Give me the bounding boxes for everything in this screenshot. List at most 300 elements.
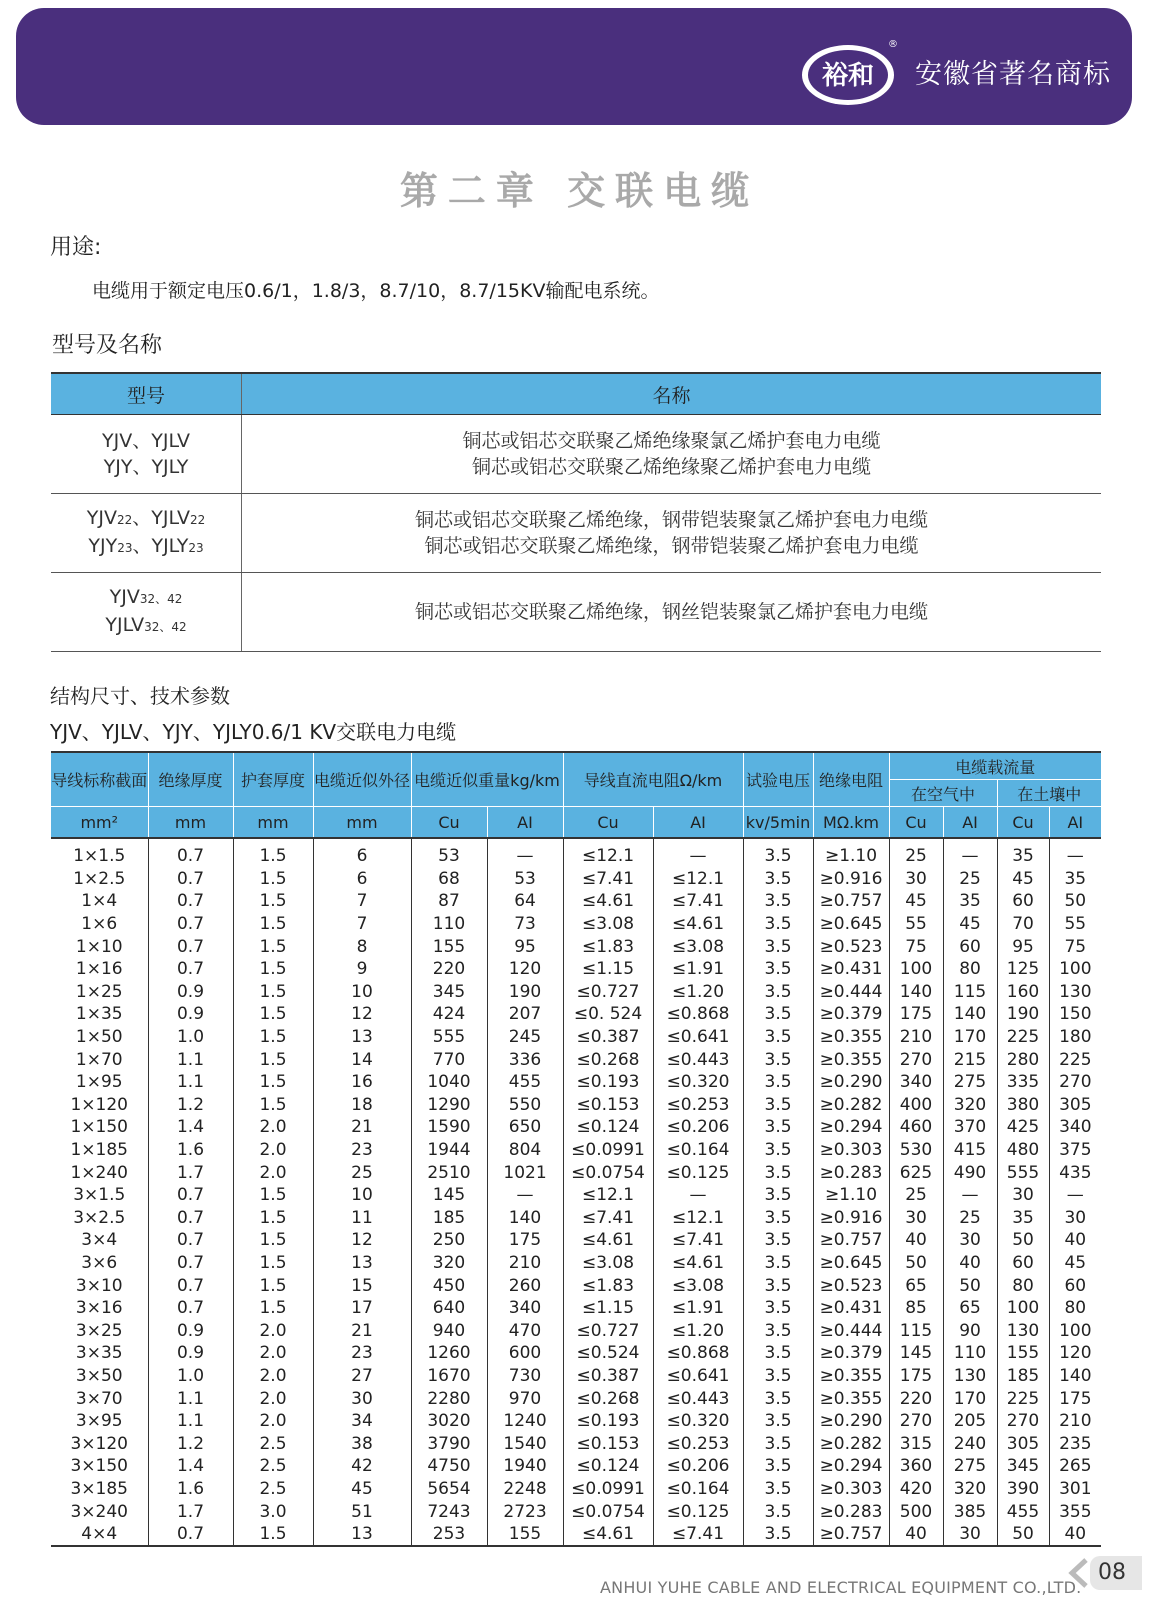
table-cell: 185 — [411, 1207, 487, 1230]
table-cell: 3×6 — [51, 1252, 148, 1275]
table-cell: 3.5 — [743, 1207, 813, 1230]
table-cell: 100 — [1059, 959, 1092, 980]
table-row — [51, 868, 1101, 891]
table-cell: 130 — [1059, 981, 1092, 1002]
table-cell: 265 — [1059, 1456, 1092, 1477]
table-cell: 180 — [1059, 1027, 1092, 1048]
table-cell: 185 — [997, 1365, 1049, 1388]
table-cell: ≥0.379 — [813, 1003, 889, 1026]
table-cell: 1.5 — [233, 1523, 313, 1547]
table-cell: 275 — [943, 1455, 997, 1478]
table-cell: 190 — [487, 981, 563, 1004]
table-cell: 240 — [943, 1432, 997, 1455]
table-cell: 60 — [1064, 1275, 1087, 1296]
table-cell: 30 — [1064, 1207, 1087, 1228]
table-row — [51, 1048, 1101, 1071]
table-cell: 140 — [487, 1207, 563, 1230]
table-cell: 0.7 — [148, 1252, 233, 1275]
table-cell: 1.5 — [233, 1252, 313, 1275]
table-cell: 0.9 — [148, 981, 233, 1004]
table-cell: 1.6 — [148, 1139, 233, 1162]
table-cell: 3.0 — [233, 1500, 313, 1523]
table-cell: 3.5 — [743, 981, 813, 1004]
table-cell: 170 — [943, 1026, 997, 1049]
table-cell: 120 — [1059, 1343, 1092, 1364]
table-cell: 68 — [411, 868, 487, 891]
table-cell: 1540 — [487, 1432, 563, 1455]
table-cell: ≤0.125 — [653, 1500, 743, 1523]
table-cell: 1×150 — [51, 1116, 148, 1139]
table-cell: ≥1.10 — [813, 1184, 889, 1207]
col-section-unit: mm² — [51, 807, 148, 839]
table-cell: 335 — [997, 1071, 1049, 1094]
table-cell: 210 — [1059, 1411, 1092, 1432]
params-heading: 结构尺寸、技术参数 — [50, 684, 230, 708]
table-cell: 13 — [313, 1026, 411, 1049]
table-cell: 450 — [411, 1274, 487, 1297]
table-cell: ≤4.61 — [563, 890, 653, 913]
table-cell: ≥0.355 — [813, 1365, 889, 1388]
table-cell: ≤0.164 — [653, 1139, 743, 1162]
params-subheading: YJV、YJLV、YJY、YJLY0.6/1 KV交联电力电缆 — [50, 720, 457, 744]
table-cell: ≤4.61 — [653, 1252, 743, 1275]
table-cell: 1.6 — [148, 1478, 233, 1501]
table-cell: ≤0.320 — [653, 1071, 743, 1094]
table-cell: 555 — [411, 1026, 487, 1049]
table-cell: 420 — [889, 1478, 943, 1501]
table-row — [51, 1342, 1101, 1365]
table-cell: 1.5 — [233, 1207, 313, 1230]
table-cell: 3.5 — [743, 890, 813, 913]
table-row — [51, 890, 1101, 913]
table-cell: 50 — [889, 1252, 943, 1275]
table-cell: 345 — [411, 981, 487, 1004]
table-cell: 1.1 — [148, 1410, 233, 1433]
table-cell: ≤0.320 — [653, 1410, 743, 1433]
table-cell: 80 — [1064, 1298, 1087, 1319]
table-cell: ≤3.08 — [563, 913, 653, 936]
table-cell: ≥0.303 — [813, 1478, 889, 1501]
table-cell: ≥0.282 — [813, 1432, 889, 1455]
table-row — [51, 1139, 1101, 1162]
table-cell: 35 — [1064, 868, 1087, 889]
table-cell: ≤0.206 — [653, 1116, 743, 1139]
col-ir-unit: MΩ.km — [813, 807, 889, 839]
col-insulation-unit: mm — [148, 807, 233, 839]
table-cell: 115 — [943, 981, 997, 1004]
table-cell: 1×50 — [51, 1026, 148, 1049]
table-cell: 0.7 — [148, 913, 233, 936]
table-cell: 75 — [1064, 936, 1087, 957]
table-cell: 25 — [313, 1161, 411, 1184]
table-cell: 0.9 — [148, 1319, 233, 1342]
table-cell: 390 — [997, 1478, 1049, 1501]
table-cell: 2.0 — [233, 1387, 313, 1410]
table-cell: — — [653, 838, 743, 868]
table-cell: 1×25 — [51, 981, 148, 1004]
col-test-unit: kv/5min — [743, 807, 813, 839]
model-code: YJY、YJLY — [103, 456, 189, 478]
table-cell: 73 — [487, 913, 563, 936]
table-cell: ≤0.193 — [563, 1071, 653, 1094]
table-cell: — — [1066, 1185, 1084, 1206]
table-cell: 0.7 — [148, 838, 233, 868]
table-cell: 1.5 — [233, 935, 313, 958]
table-cell: 21 — [313, 1319, 411, 1342]
table-cell: ≤0.124 — [563, 1455, 653, 1478]
table-cell: ≤1.91 — [653, 958, 743, 981]
table-cell: 3×25 — [51, 1319, 148, 1342]
table-cell: ≥0.379 — [813, 1342, 889, 1365]
table-cell: 9 — [313, 958, 411, 981]
table-cell: 3790 — [411, 1432, 487, 1455]
table-cell: 355 — [1059, 1501, 1092, 1522]
table-row — [51, 1297, 1101, 1320]
table-cell: 155 — [997, 1342, 1049, 1365]
table-cell: 2248 — [487, 1478, 563, 1501]
table-cell: 170 — [943, 1387, 997, 1410]
table-cell: 190 — [997, 1003, 1049, 1026]
table-cell: 35 — [997, 838, 1049, 868]
table-cell: 13 — [313, 1252, 411, 1275]
table-cell: 21 — [313, 1116, 411, 1139]
table-cell: ≤0.641 — [653, 1365, 743, 1388]
model-name: 铜芯或铝芯交联聚乙烯绝缘聚乙烯护套电力电缆 — [471, 456, 871, 478]
table-cell: ≤0.387 — [563, 1365, 653, 1388]
table-cell: ≥0.757 — [813, 1523, 889, 1547]
table-cell: ≤0.125 — [653, 1161, 743, 1184]
table-cell: ≥1.10 — [813, 838, 889, 868]
table-cell: 23 — [313, 1342, 411, 1365]
table-cell: 225 — [1059, 1049, 1092, 1070]
table-cell: ≤1.15 — [563, 958, 653, 981]
table-cell: 1.1 — [148, 1048, 233, 1071]
table-cell: 320 — [411, 1252, 487, 1275]
table-cell: 455 — [487, 1071, 563, 1094]
table-cell: 205 — [943, 1410, 997, 1433]
table-cell: ≤0.524 — [563, 1342, 653, 1365]
table-cell: 120 — [487, 958, 563, 981]
table-cell: 460 — [889, 1116, 943, 1139]
table-cell: 23 — [313, 1139, 411, 1162]
table-cell: 2510 — [411, 1161, 487, 1184]
table-row — [51, 958, 1101, 981]
table-cell: 270 — [997, 1410, 1049, 1433]
table-cell: 245 — [487, 1026, 563, 1049]
table-cell: 3.5 — [743, 1297, 813, 1320]
table-cell: 336 — [487, 1048, 563, 1071]
table-cell: 140 — [943, 1003, 997, 1026]
table-cell: 87 — [411, 890, 487, 913]
table-cell: 50 — [1064, 891, 1087, 912]
table-cell: 125 — [997, 958, 1049, 981]
table-cell: 3.5 — [743, 1003, 813, 1026]
table-cell: ≤0.206 — [653, 1455, 743, 1478]
col-sheath-unit: mm — [233, 807, 313, 839]
table-cell: 45 — [889, 890, 943, 913]
table-row — [51, 1161, 1101, 1184]
table-cell: 18 — [313, 1094, 411, 1117]
table-cell: 3×35 — [51, 1342, 148, 1365]
table-cell: 14 — [313, 1048, 411, 1071]
table-cell: 15 — [313, 1274, 411, 1297]
table-row — [51, 1410, 1101, 1433]
table-cell: ≤0.868 — [653, 1003, 743, 1026]
table-cell: 490 — [943, 1161, 997, 1184]
usage-heading: 用途: — [50, 235, 102, 260]
table-cell: ≤1.15 — [563, 1297, 653, 1320]
table-cell: 1×35 — [51, 1003, 148, 1026]
table-cell: 27 — [313, 1365, 411, 1388]
table-cell: 1×120 — [51, 1094, 148, 1117]
table-cell: 207 — [487, 1003, 563, 1026]
table-cell: 55 — [889, 913, 943, 936]
table-cell: 100 — [889, 958, 943, 981]
table-cell: — — [943, 838, 997, 868]
table-cell: 1.4 — [148, 1455, 233, 1478]
table-cell: 360 — [889, 1455, 943, 1478]
table-cell: 3×2.5 — [51, 1207, 148, 1230]
table-cell: 3×16 — [51, 1297, 148, 1320]
table-cell: 175 — [889, 1365, 943, 1388]
table-cell: 0.7 — [148, 890, 233, 913]
col-soil: 在土壤中 — [997, 780, 1101, 807]
table-cell: 55 — [1064, 914, 1087, 935]
table-cell: 4750 — [411, 1455, 487, 1478]
table-cell: 25 — [889, 1184, 943, 1207]
table-cell: 1.5 — [233, 890, 313, 913]
table-cell: 1.5 — [233, 1003, 313, 1026]
table-cell: 1×185 — [51, 1139, 148, 1162]
table-cell: 3×240 — [51, 1500, 148, 1523]
table-cell: 175 — [1059, 1388, 1092, 1409]
table-cell: 51 — [313, 1500, 411, 1523]
table-cell: 25 — [889, 838, 943, 868]
table-cell: 53 — [411, 838, 487, 868]
table-cell: ≤0.268 — [563, 1387, 653, 1410]
table-cell: 1.5 — [233, 958, 313, 981]
table-cell: 280 — [997, 1048, 1049, 1071]
table-cell: 1.5 — [233, 1026, 313, 1049]
table-cell: ≥0.431 — [813, 1297, 889, 1320]
table-cell: 140 — [1059, 1365, 1092, 1386]
table-row — [51, 415, 1101, 494]
models-table — [51, 372, 1101, 652]
table-cell: ≥0.444 — [813, 1319, 889, 1342]
table-cell: 50 — [943, 1274, 997, 1297]
table-cell: ≤0.641 — [653, 1026, 743, 1049]
table-cell: 3×95 — [51, 1410, 148, 1433]
table-cell: 10 — [313, 981, 411, 1004]
table-cell: 250 — [411, 1229, 487, 1252]
col-weight-cu: Cu — [411, 807, 487, 839]
table-cell: 0.9 — [148, 1342, 233, 1365]
table-cell: 3.5 — [743, 913, 813, 936]
table-cell: ≤0.727 — [563, 1319, 653, 1342]
table-cell: 1×70 — [51, 1048, 148, 1071]
table-cell: ≤12.1 — [563, 1184, 653, 1207]
table-cell: 45 — [997, 868, 1049, 891]
table-cell: ≤0.0991 — [563, 1139, 653, 1162]
table-cell: 3.5 — [743, 1387, 813, 1410]
table-cell: 220 — [411, 958, 487, 981]
col-current: 电缆载流量 — [889, 752, 1101, 780]
table-cell: 155 — [487, 1523, 563, 1547]
table-cell: 50 — [997, 1229, 1049, 1252]
table-cell: 7243 — [411, 1500, 487, 1523]
params-table — [51, 751, 1101, 1547]
model-code: YJV、YJLV — [102, 430, 190, 452]
table-cell: 90 — [943, 1319, 997, 1342]
table-cell: 1290 — [411, 1094, 487, 1117]
table-cell: 970 — [487, 1387, 563, 1410]
table-cell: 3.5 — [743, 1342, 813, 1365]
table-cell: 3×4 — [51, 1229, 148, 1252]
table-cell: 1.1 — [148, 1071, 233, 1094]
logo-text: 裕和 — [821, 61, 875, 91]
table-cell: 2280 — [411, 1387, 487, 1410]
table-cell: 3×1.5 — [51, 1184, 148, 1207]
table-cell: 80 — [943, 958, 997, 981]
table-cell: 415 — [943, 1139, 997, 1162]
table-cell: ≤1.20 — [653, 1319, 743, 1342]
table-cell: 12 — [313, 1003, 411, 1026]
table-cell: 2.0 — [233, 1365, 313, 1388]
table-cell: 30 — [997, 1184, 1049, 1207]
table-cell: 370 — [943, 1116, 997, 1139]
table-cell: 155 — [411, 935, 487, 958]
table-cell: ≥0.290 — [813, 1071, 889, 1094]
table-cell: 3.5 — [743, 1410, 813, 1433]
table-cell: ≥0.355 — [813, 1026, 889, 1049]
table-cell: 3.5 — [743, 1274, 813, 1297]
table-cell: ≤0.443 — [653, 1048, 743, 1071]
table-cell: 340 — [889, 1071, 943, 1094]
table-cell: 175 — [889, 1003, 943, 1026]
table-cell: 1944 — [411, 1139, 487, 1162]
table-cell: 253 — [411, 1523, 487, 1547]
table-cell: 305 — [1059, 1094, 1092, 1115]
table-cell: 400 — [889, 1094, 943, 1117]
table-cell: 60 — [997, 890, 1049, 913]
table-cell: 3.5 — [743, 838, 813, 868]
table-cell: ≤0.387 — [563, 1026, 653, 1049]
table-cell: 1×240 — [51, 1161, 148, 1184]
table-cell: 0.9 — [148, 1003, 233, 1026]
table-cell: 1×16 — [51, 958, 148, 981]
table-cell: 3.5 — [743, 1523, 813, 1547]
table-cell: 60 — [943, 935, 997, 958]
table-cell: ≤12.1 — [653, 1207, 743, 1230]
table-row — [51, 1229, 1101, 1252]
table-cell: 160 — [997, 981, 1049, 1004]
table-cell: 35 — [997, 1207, 1049, 1230]
table-cell: 804 — [487, 1139, 563, 1162]
table-cell: ≤12.1 — [563, 838, 653, 868]
table-cell: ≤0. 524 — [563, 1003, 653, 1026]
table-row — [51, 1455, 1101, 1478]
table-cell: 30 — [943, 1523, 997, 1547]
table-cell: 40 — [1064, 1230, 1087, 1251]
table-cell: ≤3.08 — [653, 1274, 743, 1297]
model-code: YJLV32、42 — [105, 614, 187, 636]
table-cell: 3.5 — [743, 1455, 813, 1478]
table-cell: 75 — [889, 935, 943, 958]
table-cell: ≥0.431 — [813, 958, 889, 981]
table-cell: ≥0.916 — [813, 868, 889, 891]
table-row — [51, 1319, 1101, 1342]
table-cell: 3.5 — [743, 1048, 813, 1071]
table-cell: ≥0.290 — [813, 1410, 889, 1433]
chapter-title: 第二章 交联电缆 — [399, 169, 760, 213]
table-cell: ≤0.0754 — [563, 1500, 653, 1523]
brand-slogan: 安徽省著名商标 — [915, 59, 1111, 90]
table-row — [51, 1252, 1101, 1275]
table-cell: 40 — [1049, 1523, 1101, 1547]
table-cell: 1260 — [411, 1342, 487, 1365]
table-cell: 3.5 — [743, 1094, 813, 1117]
table-cell: 3.5 — [743, 935, 813, 958]
table-cell: 25 — [943, 868, 997, 891]
table-row — [51, 1184, 1101, 1207]
table-cell: 95 — [487, 935, 563, 958]
table-row — [51, 1478, 1101, 1501]
table-cell: 1.0 — [148, 1365, 233, 1388]
table-cell: 1×1.5 — [51, 838, 148, 868]
col-weight-al: AI — [487, 807, 563, 839]
table-cell: 260 — [487, 1274, 563, 1297]
table-cell: 100 — [997, 1297, 1049, 1320]
table-cell: 7 — [313, 890, 411, 913]
col-test: 试验电压 — [743, 752, 813, 807]
table-cell: 3×185 — [51, 1478, 148, 1501]
table-cell: 40 — [889, 1229, 943, 1252]
table-cell: 215 — [943, 1048, 997, 1071]
col-air: 在空气中 — [889, 780, 997, 807]
table-cell: ≤7.41 — [653, 1523, 743, 1547]
table-cell: 50 — [997, 1523, 1049, 1547]
table-cell: 1.5 — [233, 1048, 313, 1071]
table-cell: 30 — [313, 1387, 411, 1410]
model-name: 铜芯或铝芯交联聚乙烯绝缘，钢带铠装聚乙烯护套电力电缆 — [424, 535, 919, 557]
table-row — [51, 935, 1101, 958]
table-cell: 6 — [313, 868, 411, 891]
table-cell: 1.2 — [148, 1432, 233, 1455]
col-sheath: 护套厚度 — [233, 752, 313, 807]
table-cell: ≥0.282 — [813, 1094, 889, 1117]
table-cell: 1×4 — [51, 890, 148, 913]
table-cell: 315 — [889, 1432, 943, 1455]
table-cell: ≤1.91 — [653, 1297, 743, 1320]
table-cell: 2.5 — [233, 1432, 313, 1455]
table-cell: 3.5 — [743, 1319, 813, 1342]
table-cell: ≤3.08 — [563, 1252, 653, 1275]
table-cell: 1.4 — [148, 1116, 233, 1139]
table-cell: 145 — [889, 1342, 943, 1365]
table-cell: ≤0.0754 — [563, 1161, 653, 1184]
model-code: YJV22、YJLV22 — [86, 507, 206, 529]
table-cell: 1.5 — [233, 1274, 313, 1297]
col-od: 电缆近似外径 — [313, 752, 411, 807]
table-cell: 2.5 — [233, 1455, 313, 1478]
model-code: YJV32、42 — [109, 586, 183, 608]
table-cell: — — [653, 1184, 743, 1207]
table-cell: 0.7 — [148, 1207, 233, 1230]
table-cell: 1.5 — [233, 981, 313, 1004]
table-cell: 435 — [1059, 1162, 1092, 1183]
table-cell: 0.7 — [148, 1523, 233, 1547]
col-insulation: 绝缘厚度 — [148, 752, 233, 807]
